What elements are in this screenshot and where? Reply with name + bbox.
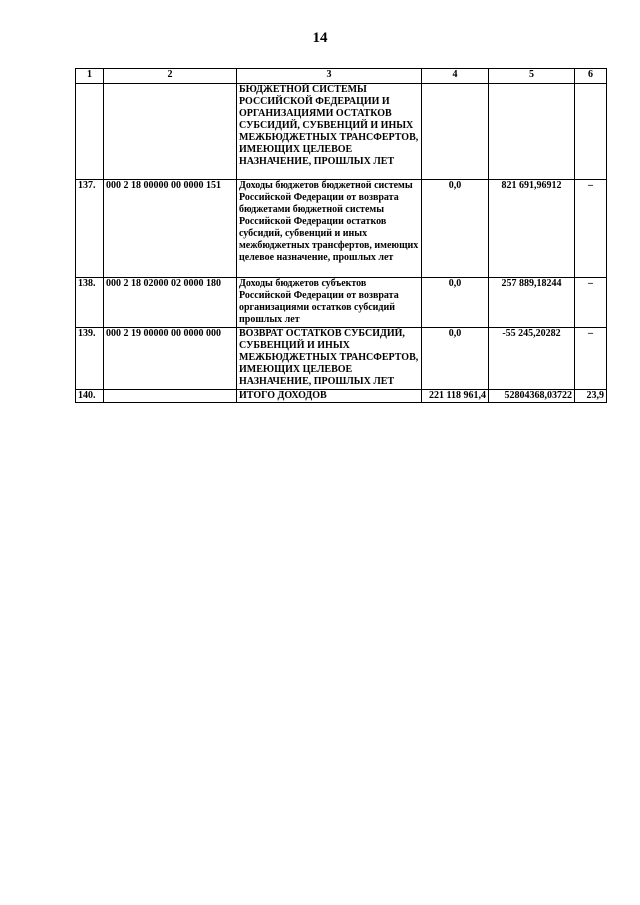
page-number: 14: [312, 30, 328, 46]
budget-code: 000 2 19 00000 00 0000 000: [104, 328, 237, 390]
row-number: 137.: [76, 180, 104, 278]
plan-value: 0,0: [422, 180, 489, 278]
budget-code: 000 2 18 00000 00 0000 151: [104, 180, 237, 278]
fact-value: [489, 84, 575, 180]
percent-value: [575, 84, 607, 180]
plan-value: 221 118 961,4: [422, 390, 489, 403]
total-row: [76, 390, 607, 403]
plan-value: 0,0: [422, 328, 489, 390]
row-number: 140.: [76, 390, 104, 403]
percent-value: –: [575, 278, 607, 328]
revenue-table: [75, 68, 607, 403]
revenue-name: Доходы бюджетов субъектов Российской Федерации от возврата организациями остатков субсидий прошлых лет: [237, 278, 422, 328]
table-row: [76, 180, 607, 278]
percent-value: –: [575, 180, 607, 278]
fact-value: -55 245,20282: [489, 328, 575, 390]
row-number: [76, 84, 104, 180]
budget-code: 000 2 18 02000 02 0000 180: [104, 278, 237, 328]
table-row: [76, 278, 607, 328]
column-header: 6: [575, 69, 607, 84]
column-header: 2: [104, 69, 237, 84]
table-row: [76, 84, 607, 180]
row-number: 138.: [76, 278, 104, 328]
table-header-row: [76, 69, 607, 84]
budget-code: [104, 84, 237, 180]
percent-value: –: [575, 328, 607, 390]
column-header: 3: [237, 69, 422, 84]
fact-value: 52804368,03722: [489, 390, 575, 403]
budget-code: [104, 390, 237, 403]
revenue-name: ИТОГО ДОХОДОВ: [237, 390, 422, 403]
revenue-name: Доходы бюджетов бюджетной системы Российской Федерации от возврата бюджетами бюджетной системы Российской Федерации остатков субсидий, субвенций и иных межбюджетных трансфертов, имеющих целевое назначение, прошлых лет: [237, 180, 422, 278]
percent-value: 23,9: [575, 390, 607, 403]
plan-value: 0,0: [422, 278, 489, 328]
fact-value: 821 691,96912: [489, 180, 575, 278]
table-row: [76, 328, 607, 390]
revenue-name: БЮДЖЕТНОЙ СИСТЕМЫ РОССИЙСКОЙ ФЕДЕРАЦИИ И ОРГАНИЗАЦИЯМИ ОСТАТКОВ СУБСИДИЙ, СУБВЕНЦИЙ И ИНЫХ МЕЖБЮДЖЕТНЫХ ТРАНСФЕРТОВ, ИМЕЮЩИХ ЦЕЛЕВОЕ НАЗНАЧЕНИЕ, ПРОШЛЫХ ЛЕТ: [237, 84, 422, 180]
row-number: 139.: [76, 328, 104, 390]
column-header: 1: [76, 69, 104, 84]
column-header: 4: [422, 69, 489, 84]
plan-value: [422, 84, 489, 180]
fact-value: 257 889,18244: [489, 278, 575, 328]
column-header: 5: [489, 69, 575, 84]
revenue-name: ВОЗВРАТ ОСТАТКОВ СУБСИДИЙ, СУБВЕНЦИЙ И ИНЫХ МЕЖБЮДЖЕТНЫХ ТРАНСФЕРТОВ, ИМЕЮЩИХ ЦЕЛЕВОЕ НАЗНАЧЕНИЕ, ПРОШЛЫХ ЛЕТ: [237, 328, 422, 390]
